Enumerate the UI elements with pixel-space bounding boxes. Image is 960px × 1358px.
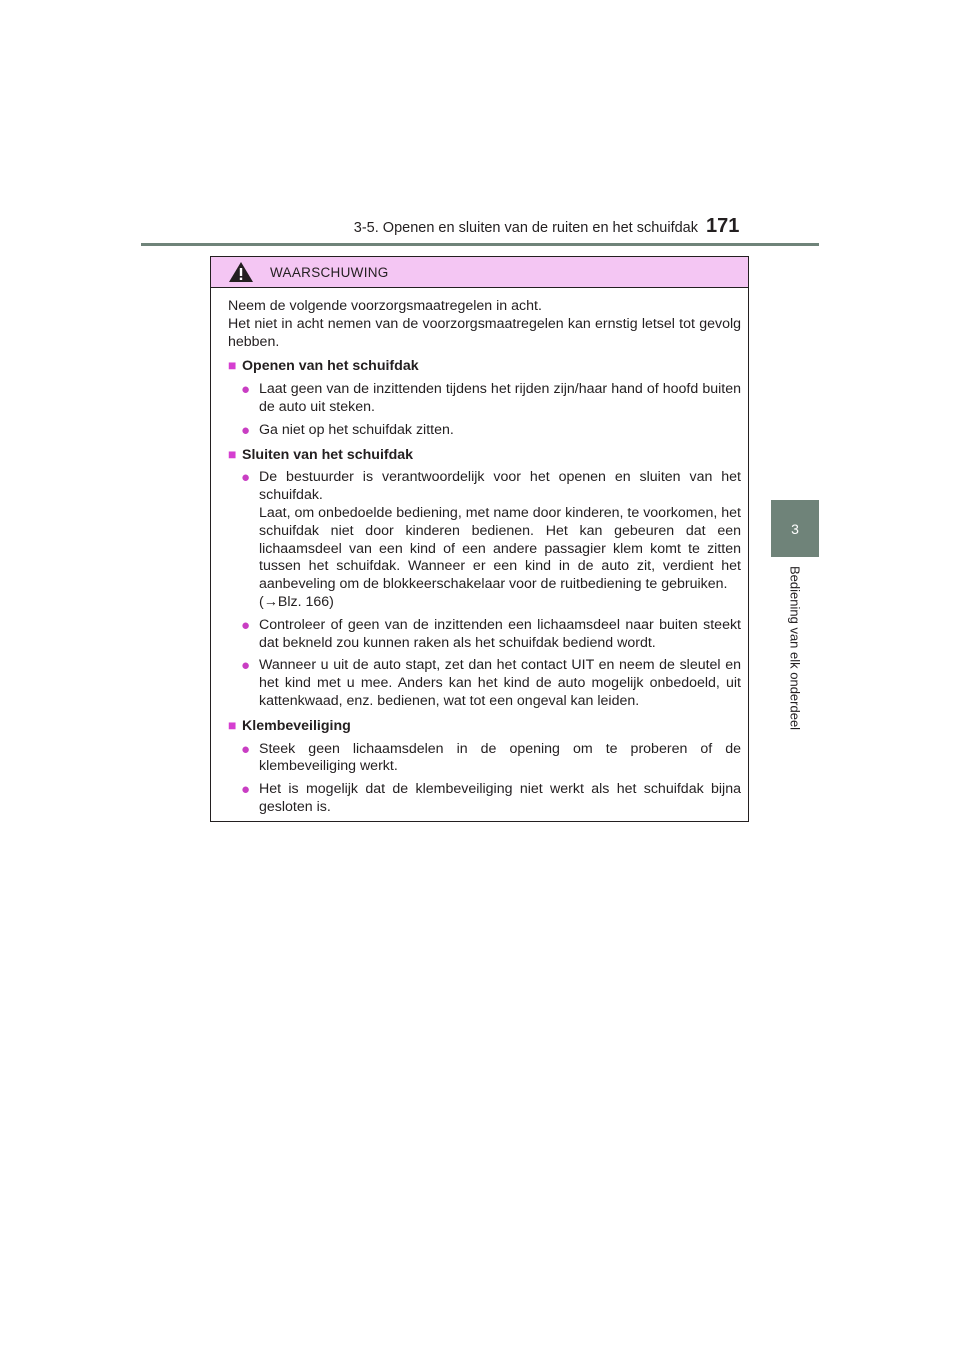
warning-intro-line: Neem de volgende voorzorgsmaatregelen in acht.: [228, 298, 542, 314]
item-continuation: Laat, om onbedoelde bediening, met name door kinderen, te voorkomen, het schuifdak niet door kinderen bedienen. Het kan gebeuren dat een lichaamsdeel van een kind of een andere passagier klem komt te zitten tussen het schuifdak. Wanneer er een kind in de auto zit, verdient het aanbeveling om de blokkeerschakelaar voor de ruitbediening te gebruiken.: [259, 504, 741, 593]
page-number: 171: [706, 215, 740, 237]
round-bullet-icon: ●: [241, 781, 251, 799]
square-bullet-icon: ■: [228, 716, 237, 733]
section-opening-sunroof: [228, 357, 741, 439]
warning-title: WAARSCHUWING: [270, 264, 389, 280]
section-closing-sunroof: [228, 446, 741, 711]
list-item: ● Wanneer u uit de auto stapt, zet dan het contact UIT en neem de sleutel en het kind met u mee. Anders kan het kind de auto mogelijk onbedoeld, uit kattenkwaad, enz. bedienen, wat tot een ongeval kan leiden.: [241, 657, 741, 709]
round-bullet-icon: ●: [241, 421, 251, 439]
round-bullet-icon: ●: [241, 657, 251, 675]
page-reference: (→Blz. 166): [259, 593, 334, 610]
warning-intro-consequence: Het niet in acht nemen van de voorzorgsmaatregelen kan ernstig letsel tot gevolg hebben.: [228, 315, 741, 350]
item-text: De bestuurder is verantwoordelijk voor het openen en sluiten van het schuifdak.: [259, 469, 741, 504]
list-item: ● Controleer of geen van de inzittenden een lichaamsdeel naar buiten steekt dat bekneld zou kunnen raken als het schuifdak bediend wordt.: [241, 616, 741, 651]
list-item: ● Steek geen lichaamsdelen in de opening om te proberen of de klembeveiliging werkt.: [241, 740, 741, 775]
warning-box: [210, 256, 749, 822]
round-bullet-icon: ●: [241, 616, 251, 634]
square-bullet-icon: ■: [228, 357, 237, 374]
round-bullet-icon: ●: [241, 381, 251, 399]
warning-header: [211, 257, 748, 288]
square-bullet-icon: ■: [228, 445, 237, 462]
warning-body: [211, 288, 748, 817]
list-item: ● Laat geen van de inzittenden tijdens het rijden zijn/haar hand of hoofd buiten de auto uit steken.: [241, 381, 741, 415]
chapter-label: Bediening van elk onderdeel: [787, 566, 803, 731]
chapter-number: 3: [791, 520, 799, 537]
running-header-title: 3-5. Openen en sluiten van de ruiten en het schuifdak: [353, 220, 698, 236]
chapter-tab: [771, 500, 819, 557]
section-title: Openen van het schuifdak: [242, 358, 419, 375]
section-pinch-protection: [228, 717, 741, 817]
round-bullet-icon: ●: [241, 469, 251, 487]
section-title: Sluiten van het schuifdak: [242, 446, 414, 463]
header-rule: [141, 243, 819, 246]
section-title: Klembeveiliging: [242, 717, 351, 734]
round-bullet-icon: ●: [241, 740, 251, 758]
warning-triangle-icon: [228, 261, 254, 283]
list-item: [228, 469, 741, 611]
list-item: ● Ga niet op het schuifdak zitten.: [241, 421, 454, 439]
list-item: ● Het is mogelijk dat de klembeveiliging niet werkt als het schuifdak bijna gesloten is.: [241, 781, 741, 815]
